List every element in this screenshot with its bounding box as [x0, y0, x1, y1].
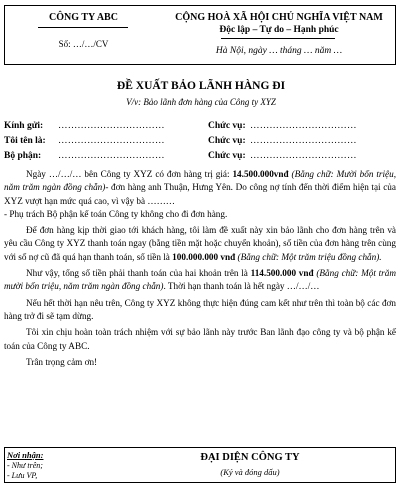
recipient-label: Kính gửi:: [4, 121, 44, 131]
recipient-blank: ……………………………: [58, 121, 165, 131]
document-number: Số: …/…/CV: [58, 39, 109, 49]
document-subject: V/v: Bảo lãnh đơn hàng của Công ty XYZ: [126, 97, 276, 107]
total-deadline: . Thời hạn thanh toán là hết ngày …/…/…: [163, 281, 320, 292]
recipients-title: Nơi nhận:: [7, 450, 44, 460]
department-blank: ……………………………: [58, 151, 165, 161]
name-position-label: Chức vụ:: [208, 136, 246, 146]
guarantee-text: Để đơn hàng kịp thời giao tới khách hàng, tôi làm đề xuất này xin bảo lãnh cho đơn hàng trên và yêu cầu Công ty XYZ thanh toán ngay (bằng tiền mặt hoặc chuyển khoản), số tiền của đơn hàng trên cùng với số nợ cũ đã quá hạn thanh toán, số tiền là: [4, 225, 396, 262]
paragraph-order: [4, 168, 396, 208]
signature-note: (Ký và đóng dấu): [220, 467, 280, 477]
recipients-section: [5, 448, 107, 482]
paragraph-guarantee: [4, 224, 396, 264]
department-label: Bộ phận:: [4, 151, 42, 161]
order-text: Ngày …/…/… bên Công ty XYZ có đơn hàng trị giá:: [26, 169, 233, 179]
total-amount-words: (Bằng chữ: Một trăm mười bốn triệu, năm trăm ngàn đồng chẵn): [4, 268, 396, 292]
header-left: [5, 6, 162, 64]
total-amount: 114.500.000 vnđ: [250, 268, 314, 279]
motto-underline: [221, 38, 335, 39]
company-name: CÔNG TY ABC: [49, 12, 118, 23]
recipient-item: - Lưu VP,: [7, 471, 38, 480]
total-text: Như vậy, tổng số tiền phải thanh toán của hai khoản trên là: [26, 268, 251, 279]
signature-block: [4, 447, 396, 483]
paragraph-consequence: Nếu hết thời hạn nêu trên, Công ty XYZ không thực hiện đúng cam kết như trên thì toàn bộ các đơn hàng trở đi sẽ tạm dừng.: [4, 297, 396, 321]
paragraph-responsibility: Tôi xin chịu hoàn toàn trách nhiệm với sự bảo lãnh này trước Ban lãnh đạo công ty và bộ phận kế toán của Công ty ABC.: [4, 327, 396, 351]
national-title: CỘNG HOÀ XÃ HỘI CHỦ NGHĨA VIỆT NAM: [175, 12, 383, 23]
order-amount: 14.500.000vnđ: [232, 169, 289, 179]
name-blank: ……………………………: [58, 136, 165, 146]
document-body: [4, 168, 396, 369]
name-label: Tôi tên là:: [4, 136, 46, 146]
paragraph-total: [4, 267, 396, 294]
debt-amount-words: (Bằng chữ: Một trăm triệu đồng chẵn).: [235, 251, 382, 262]
department-position-blank: ……………………………: [250, 151, 357, 161]
paragraph-accounting: - Phụ trách Bộ phận kế toán Công ty không cho đi đơn hàng.: [4, 208, 228, 219]
document-title: ĐỀ XUẤT BẢO LÃNH HÀNG ĐI: [116, 80, 286, 92]
header-right: [163, 6, 395, 64]
recipient-position-label: Chức vụ:: [208, 121, 246, 131]
representative-title: ĐẠI DIỆN CÔNG TY: [200, 452, 300, 463]
department-position-label: Chức vụ:: [208, 151, 246, 161]
paragraph-thanks: Trân trọng cảm ơn!: [26, 356, 98, 367]
place-date: Hà Nội, ngày … tháng … năm …: [215, 46, 343, 56]
order-text-cont: - đơn hàng anh Thuận, Hưng Yên. Do công nợ tính đến thời điểm hiện tại của XYZ vượt hạn mức quá cao, vì vậy bà ………: [4, 182, 396, 206]
debt-amount: 100.000.000 vnđ: [172, 251, 236, 262]
recipient-item: - Như trên;: [7, 461, 43, 470]
recipient-position-blank: ……………………………: [250, 121, 357, 131]
representative-section: [105, 448, 395, 482]
company-underline: [38, 27, 128, 28]
national-motto: Độc lập – Tự do – Hạnh phúc: [219, 25, 339, 35]
name-position-blank: ……………………………: [250, 136, 357, 146]
order-amount-words: (Bằng chữ: Mười bốn triệu, năm trăm ngàn đồng chẵn): [4, 169, 396, 193]
document-header: [4, 5, 396, 65]
